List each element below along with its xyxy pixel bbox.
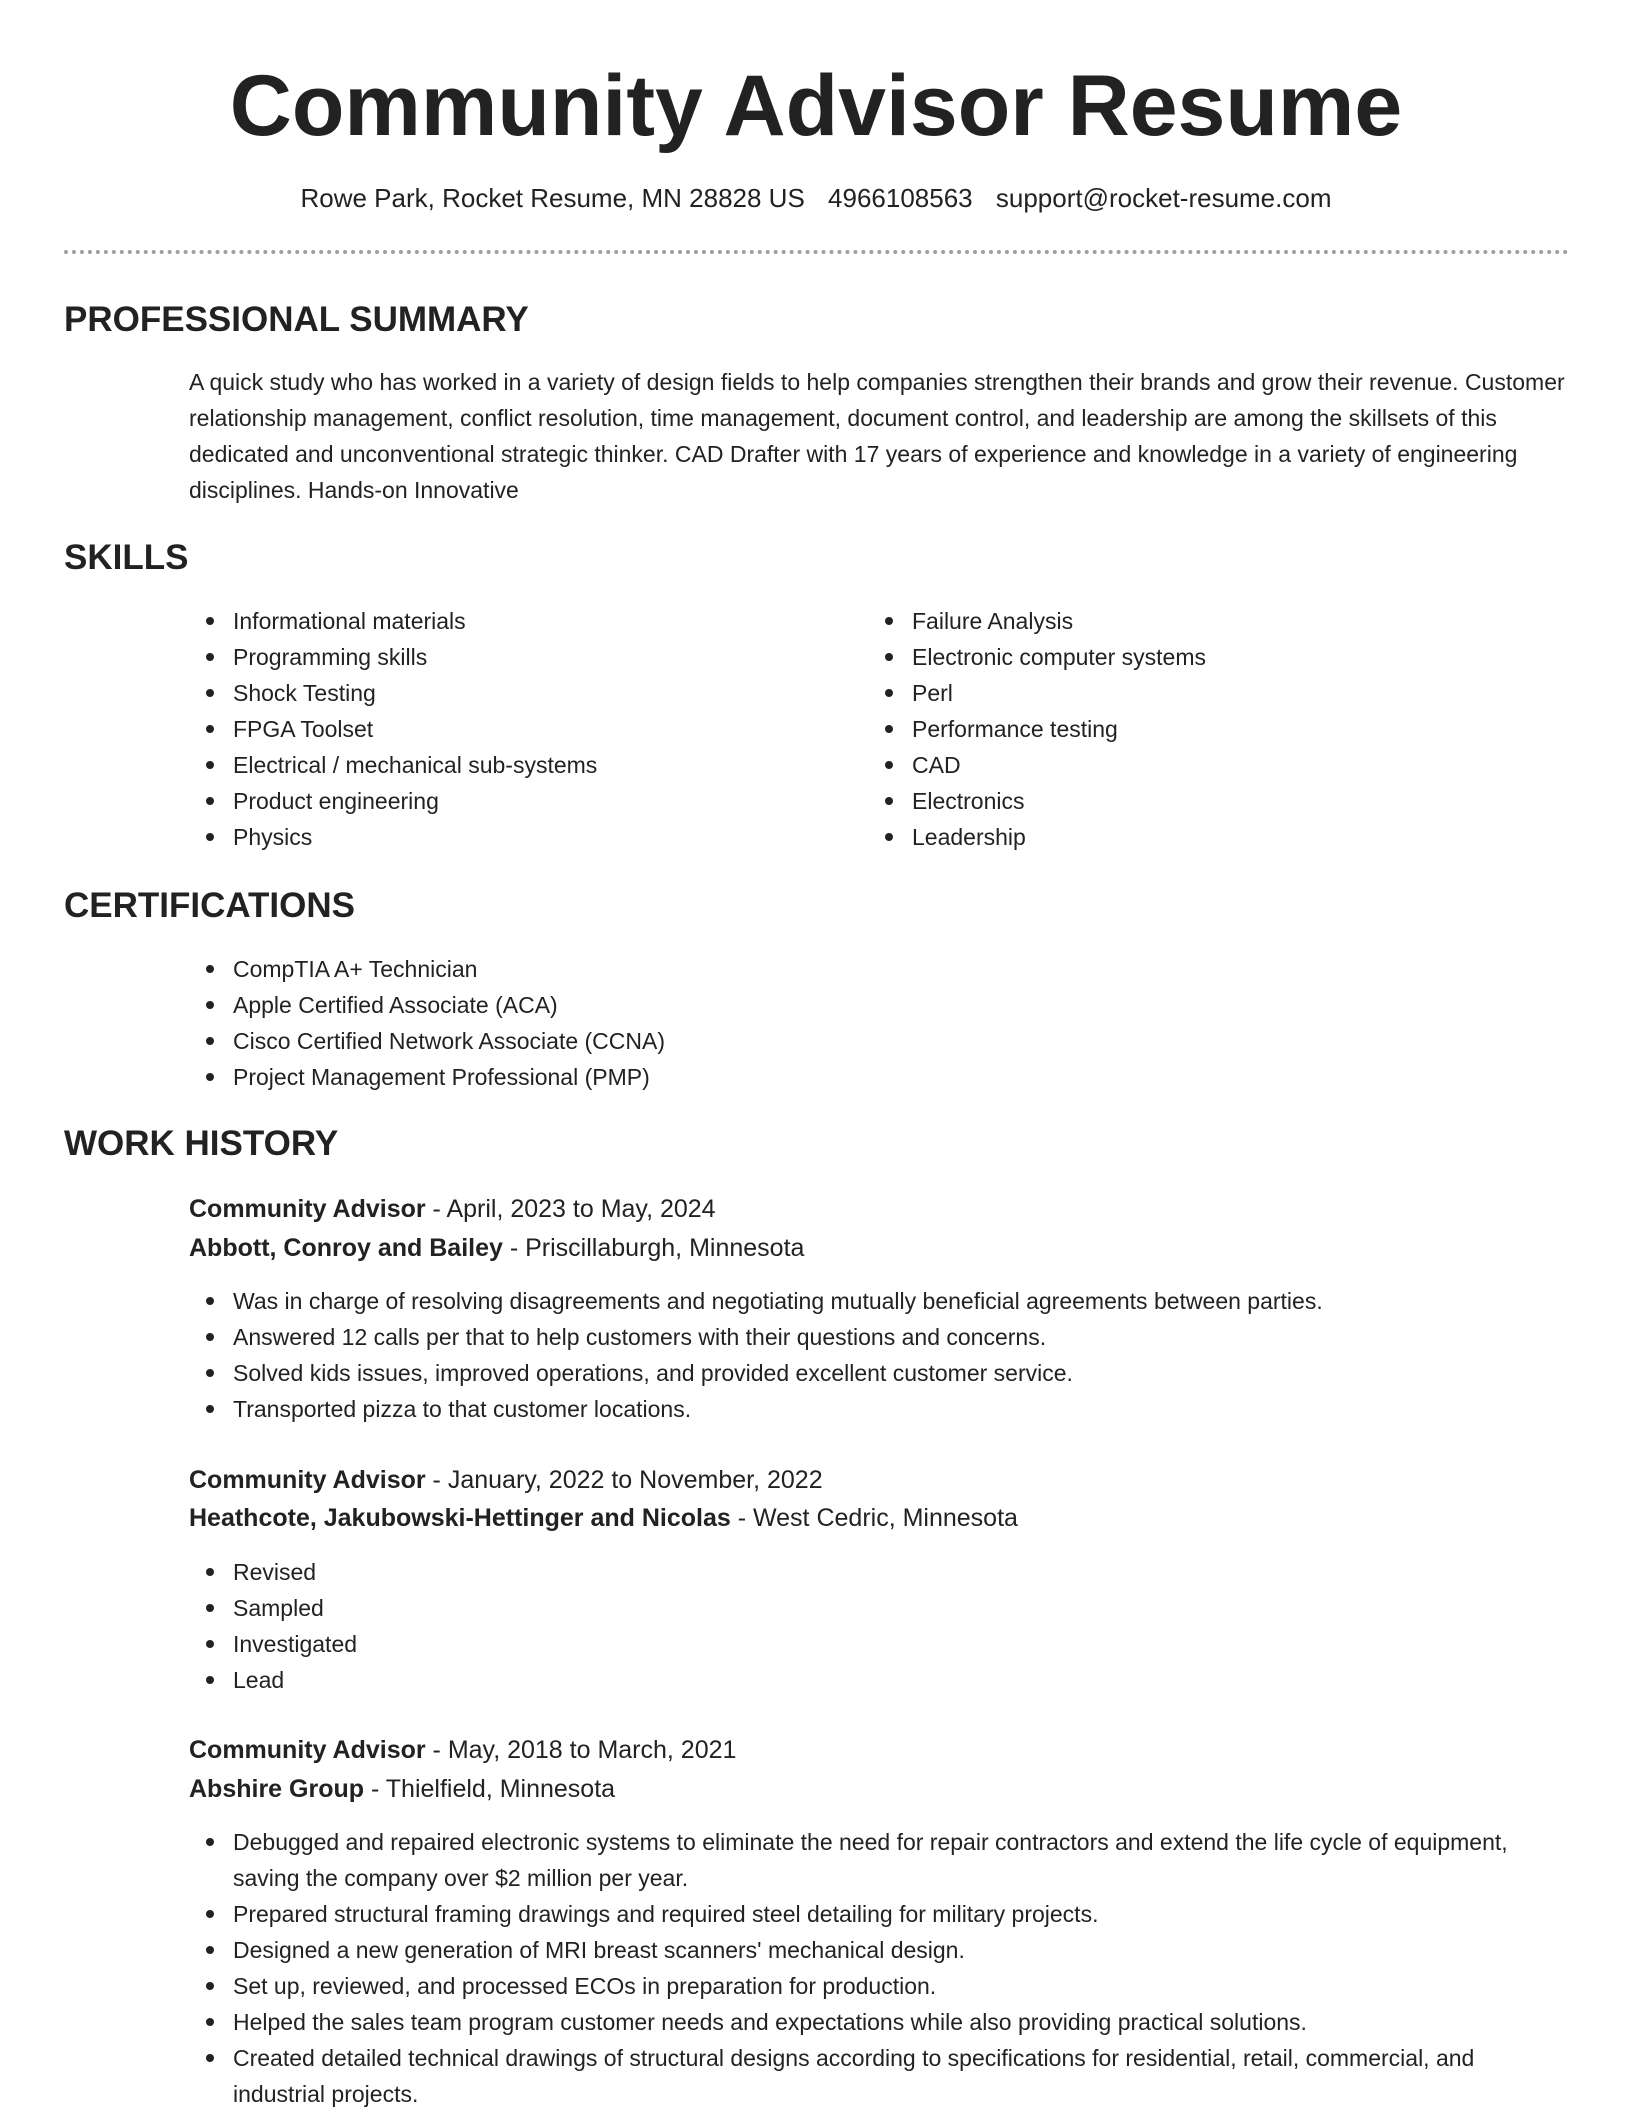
job-title: Community Advisor	[189, 1466, 426, 1494]
job-location: - Priscillaburgh, Minnesota	[502, 1234, 805, 1262]
list-item: Investigated	[189, 1626, 1569, 1662]
job-company-line	[189, 1229, 804, 1267]
list-item: Prepared structural framing drawings and required steel detailing for military projects.	[189, 1896, 1569, 1932]
list-item: CAD	[868, 747, 1528, 783]
job-title: Community Advisor	[189, 1195, 426, 1223]
contact-phone: 4966108563	[828, 183, 973, 213]
list-item: Solved kids issues, improved operations, and provided excellent customer service.	[189, 1355, 1569, 1391]
list-item: CompTIA A+ Technician	[189, 951, 1569, 987]
job-title-line	[189, 1731, 736, 1769]
list-item: Performance testing	[868, 711, 1528, 747]
contact-address: Rowe Park, Rocket Resume, MN 28828 US	[300, 183, 805, 213]
list-item: FPGA Toolset	[189, 711, 849, 747]
skills-list-left	[189, 603, 849, 855]
job-title-line	[189, 1190, 716, 1228]
list-item: Leadership	[868, 819, 1528, 855]
contact-email: support@rocket-resume.com	[995, 183, 1332, 213]
contact-line	[0, 178, 1632, 218]
summary-heading: PROFESSIONAL SUMMARY	[64, 300, 529, 339]
list-item: Failure Analysis	[868, 603, 1528, 639]
list-item: Programming skills	[189, 639, 849, 675]
job-bullets	[189, 1283, 1569, 1427]
job-dates: - April, 2023 to May, 2024	[425, 1195, 716, 1223]
job-dates: - May, 2018 to March, 2021	[425, 1736, 737, 1764]
list-item: Created detailed technical drawings of structural designs according to specifications for residential, retail, commercial, and industrial projects.	[189, 2040, 1569, 2112]
list-item: Perl	[868, 675, 1528, 711]
job-title-line	[189, 1461, 823, 1499]
list-item: Transported pizza to that customer locations.	[189, 1391, 1569, 1427]
job-dates: - January, 2022 to November, 2022	[425, 1466, 823, 1494]
job-location: - West Cedric, Minnesota	[730, 1504, 1018, 1532]
list-item: Project Management Professional (PMP)	[189, 1059, 1569, 1095]
job-bullets	[189, 1824, 1569, 2112]
list-item: Designed a new generation of MRI breast scanners' mechanical design.	[189, 1932, 1569, 1968]
job-location: - Thielfield, Minnesota	[364, 1775, 616, 1803]
list-item: Lead	[189, 1662, 1569, 1698]
job-title: Community Advisor	[189, 1736, 426, 1764]
job-company: Abshire Group	[189, 1775, 365, 1803]
summary-text: A quick study who has worked in a variety of design fields to help companies strengthen their brands and grow their revenue. Customer relationship management, conflict resolution, time management, document control, and leadership are among the skillsets of this dedicated and unconventional strategic thinker. CAD Drafter with 17 years of experience and knowledge in a variety of engineering disciplines. Hands-on Innovative	[189, 369, 1565, 503]
list-item: Informational materials	[189, 603, 849, 639]
work-heading: WORK HISTORY	[64, 1124, 339, 1163]
job-company: Abbott, Conroy and Bailey	[189, 1234, 503, 1262]
page-title: Community Advisor Resume	[229, 58, 1403, 154]
list-item: Debugged and repaired electronic systems to eliminate the need for repair contractors and extend the life cycle of equipment, saving the company over $2 million per year.	[189, 1824, 1569, 1896]
list-item: Set up, reviewed, and processed ECOs in preparation for production.	[189, 1968, 1569, 2004]
certifications-heading: CERTIFICATIONS	[64, 886, 356, 925]
list-item: Product engineering	[189, 783, 849, 819]
list-item: Revised	[189, 1554, 1569, 1590]
job-bullets	[189, 1554, 1569, 1698]
list-item: Apple Certified Associate (ACA)	[189, 987, 1569, 1023]
job-company: Heathcote, Jakubowski-Hettinger and Nicolas	[189, 1504, 731, 1532]
job-company-line	[189, 1770, 615, 1808]
list-item: Helped the sales team program customer needs and expectations while also providing practical solutions.	[189, 2004, 1569, 2040]
list-item: Cisco Certified Network Associate (CCNA)	[189, 1023, 1569, 1059]
list-item: Answered 12 calls per that to help customers with their questions and concerns.	[189, 1319, 1569, 1355]
certifications-list	[189, 951, 1569, 1095]
job-company-line	[189, 1499, 1018, 1537]
header-divider	[64, 250, 1569, 254]
skills-list-right	[868, 603, 1528, 855]
list-item: Sampled	[189, 1590, 1569, 1626]
list-item: Electronic computer systems	[868, 639, 1528, 675]
list-item: Physics	[189, 819, 849, 855]
list-item: Was in charge of resolving disagreements and negotiating mutually beneficial agreements between parties.	[189, 1283, 1569, 1319]
skills-heading: SKILLS	[64, 538, 189, 577]
list-item: Electrical / mechanical sub-systems	[189, 747, 849, 783]
list-item: Shock Testing	[189, 675, 849, 711]
list-item: Electronics	[868, 783, 1528, 819]
